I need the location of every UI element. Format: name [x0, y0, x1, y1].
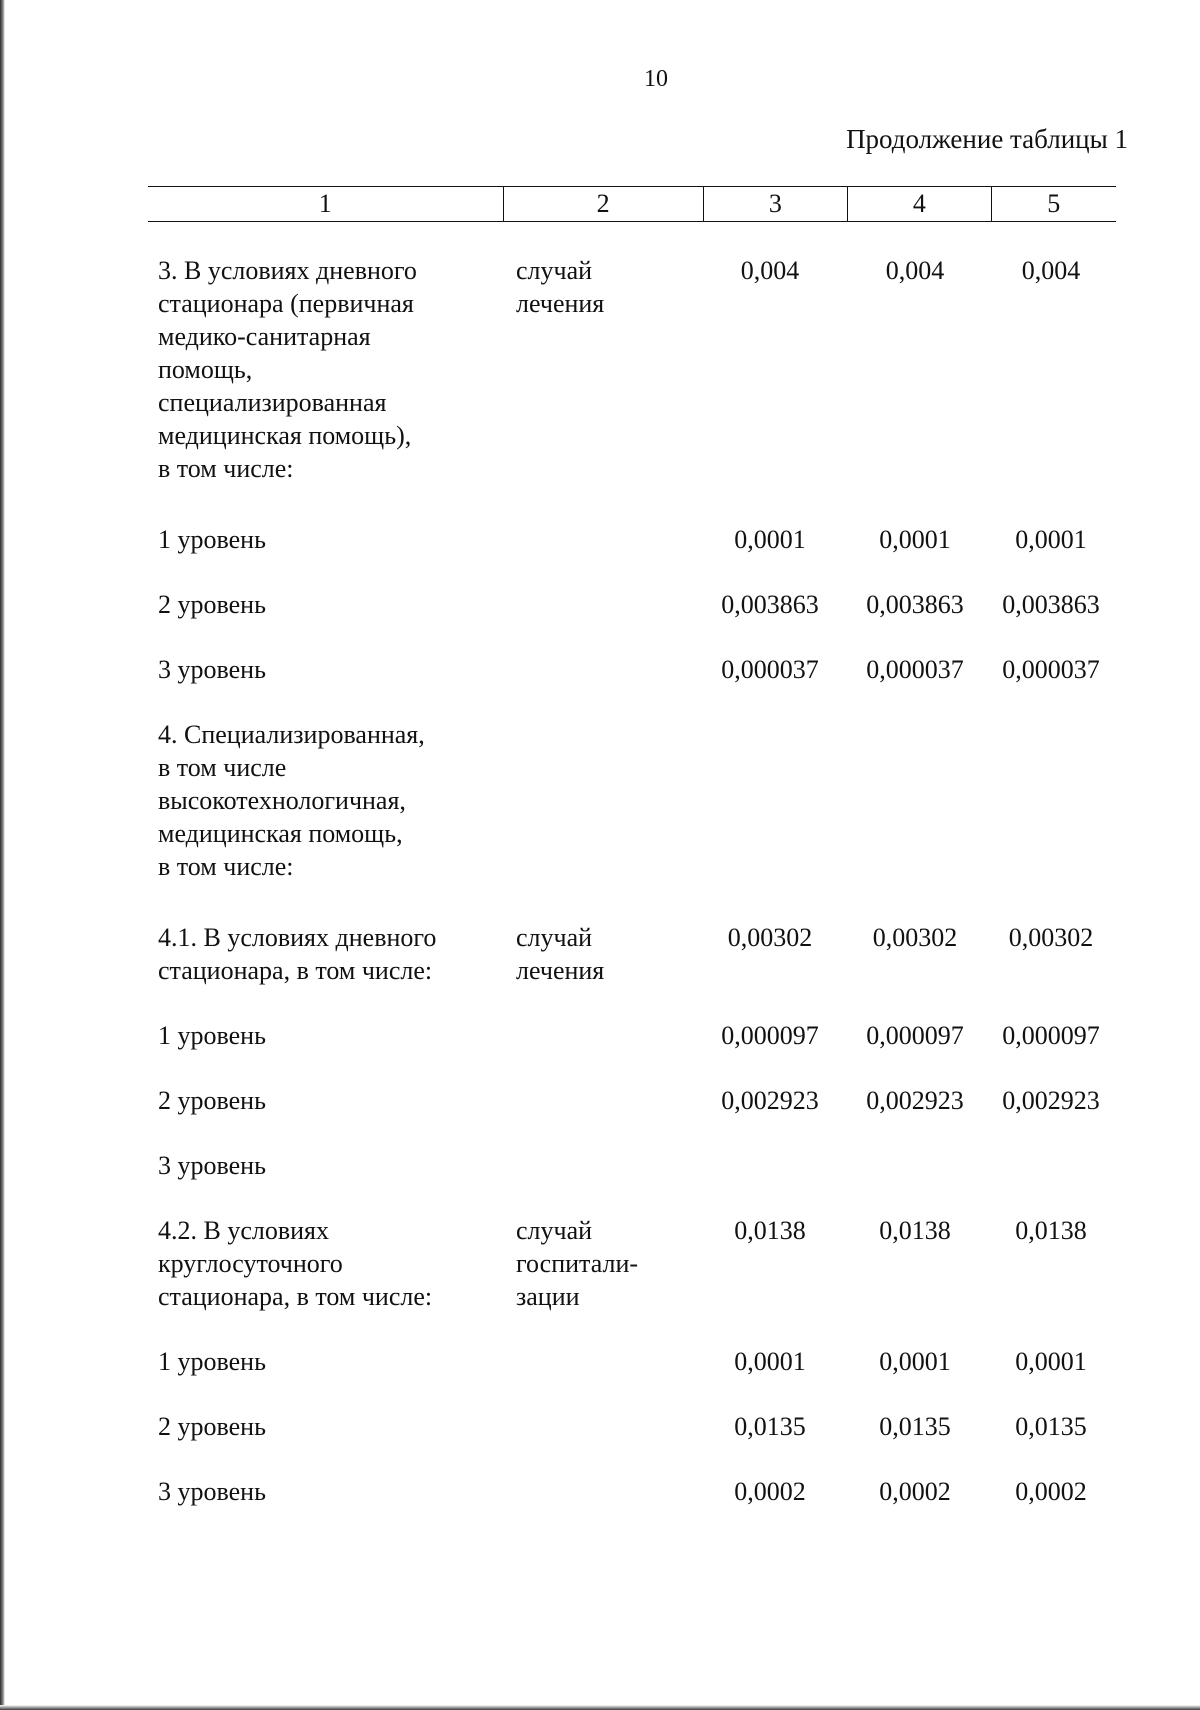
table-row	[148, 523, 1116, 556]
row-value-col5-cell: 0,003863	[1002, 590, 1100, 619]
row-value-col4-cell: 0,0001	[879, 525, 951, 554]
row-name-cell: 1 уровень	[158, 1347, 266, 1376]
row-name-cell: 3 уровень	[158, 1151, 266, 1180]
row-value-col4-cell: 0,000097	[866, 1021, 964, 1050]
row-name-cell: 3. В условиях дневного стационара (первичная медико-санитарная помощь, специализированная медицинская помощь), в том числе:	[158, 256, 417, 483]
row-value-col4-cell: 0,000037	[866, 655, 964, 684]
row-value-col4-cell: 0,0135	[879, 1412, 951, 1441]
row-value-col3-cell: 0,002923	[721, 1086, 819, 1115]
scan-edge-bottom	[0, 1705, 1200, 1710]
table-header-cell: 4	[847, 187, 990, 221]
row-value-col4-cell: 0,00302	[872, 923, 958, 952]
row-value-col3-cell: 0,0001	[734, 1347, 806, 1376]
row-value-col4-cell: 0,0001	[879, 1347, 951, 1376]
row-value-col3-cell: 0,0001	[734, 525, 806, 554]
row-name-cell: 2 уровень	[158, 1412, 266, 1441]
table-row	[148, 1214, 1116, 1313]
row-value-col5-cell: 0,004	[1021, 256, 1081, 285]
table-row	[148, 718, 1116, 883]
table-row	[148, 1019, 1116, 1052]
table-continuation-label: Продолжение таблицы 1	[846, 124, 1128, 154]
row-value-col3-cell: 0,003863	[721, 590, 819, 619]
row-value-col5-cell: 0,000097	[1002, 1021, 1100, 1050]
table-header-cell: 5	[991, 187, 1116, 221]
table-row	[148, 1149, 1116, 1182]
row-value-col5-cell: 0,0001	[1015, 1347, 1087, 1376]
table-header-cell: 3	[703, 187, 847, 221]
table-header-cell: 2	[503, 187, 703, 221]
row-value-col3-cell: 0,000097	[721, 1021, 819, 1050]
row-value-col3-cell: 0,000037	[721, 655, 819, 684]
row-value-col5-cell: 0,0001	[1015, 525, 1087, 554]
row-name-cell: 2 уровень	[158, 1086, 266, 1115]
row-name-cell: 1 уровень	[158, 525, 266, 554]
row-name-cell: 3 уровень	[158, 655, 266, 684]
row-value-col3-cell: 0,0002	[734, 1477, 806, 1506]
row-value-col5-cell: 0,0135	[1015, 1412, 1087, 1441]
row-unit-cell: случай госпитали- зации	[516, 1216, 639, 1311]
table-header-row	[148, 186, 1116, 222]
table-header-cell: 1	[318, 189, 332, 218]
row-name-cell: 2 уровень	[158, 590, 266, 619]
page-number: 10	[644, 66, 668, 92]
row-value-col3-cell: 0,004	[740, 256, 800, 285]
row-value-col5-cell: 0,0002	[1015, 1477, 1087, 1506]
table-row	[148, 1410, 1116, 1443]
row-value-col5-cell: 0,000037	[1002, 655, 1100, 684]
row-unit-cell: случай лечения	[516, 923, 605, 985]
table-body	[148, 254, 1116, 1540]
row-value-col3-cell: 0,0135	[734, 1412, 806, 1441]
table-row	[148, 1084, 1116, 1117]
table-row	[148, 1345, 1116, 1378]
table-row	[148, 653, 1116, 686]
table-row	[148, 254, 1116, 485]
row-value-col4-cell: 0,0002	[879, 1477, 951, 1506]
row-value-col4-cell: 0,002923	[866, 1086, 964, 1115]
row-value-col3-cell: 0,0138	[734, 1216, 806, 1245]
table-row	[148, 588, 1116, 621]
row-value-col4-cell: 0,003863	[866, 590, 964, 619]
row-unit-cell: случай лечения	[516, 256, 605, 318]
row-name-cell: 4. Специализированная, в том числе высокотехнологичная, медицинская помощь, в том числе:	[158, 720, 425, 881]
row-name-cell: 3 уровень	[158, 1477, 266, 1506]
row-value-col5-cell: 0,002923	[1002, 1086, 1100, 1115]
row-name-cell: 4.1. В условиях дневного стационара, в том числе:	[158, 923, 437, 985]
table-row	[148, 1475, 1116, 1508]
row-value-col5-cell: 0,0138	[1015, 1216, 1087, 1245]
row-value-col3-cell: 0,00302	[727, 923, 813, 952]
row-name-cell: 1 уровень	[158, 1021, 266, 1050]
row-value-col5-cell: 0,00302	[1008, 923, 1094, 952]
row-value-col4-cell: 0,004	[885, 256, 945, 285]
row-name-cell: 4.2. В условиях круглосуточного стационара, в том числе:	[158, 1216, 433, 1311]
row-value-col4-cell: 0,0138	[879, 1216, 951, 1245]
scan-edge-left	[0, 0, 5, 1710]
table-row	[148, 921, 1116, 987]
